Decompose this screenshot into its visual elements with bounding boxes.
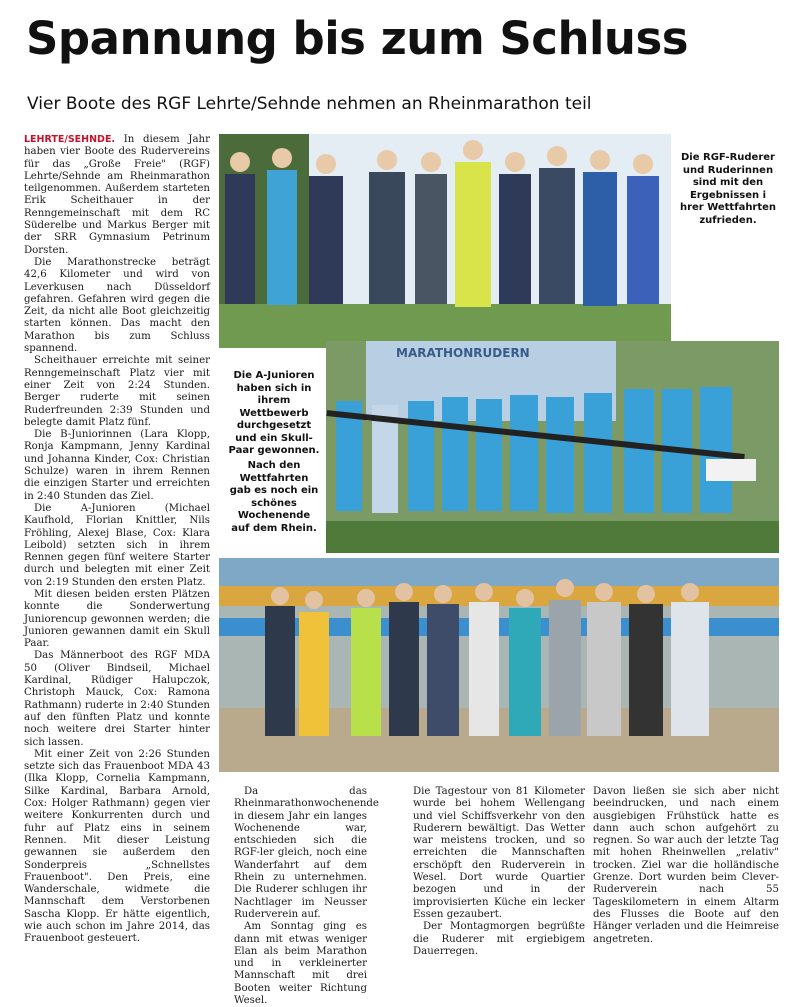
caption-photo-2-a: Die A-Junioren haben sich in ihrem Wettbewerb durchgesetzt und ein Skull-Paar gewonnen.: [228, 370, 320, 456]
photo-a-juniors-image: [326, 341, 779, 553]
paragraph-2: Der Montagmorgen begrüßte die Ruderer mit ergiebigem Dauerregen.: [413, 921, 585, 957]
headline: Spannung bis zum Schluss: [26, 12, 689, 65]
photo-group-boats: [219, 558, 779, 772]
paragraph-1: [24, 134, 210, 257]
article-column-3: [413, 786, 585, 957]
photo-a-juniors: [326, 341, 779, 553]
paragraph-text: In diesem Jahr haben vier Boote des Rudervereins für das „Große Freie" (RGF) Lehrte/Sehnde am Rheinmarathon teilgenommen. Außerdem starteten Erik Scheithauer in der Renngemeinschaft mit dem RC Süderelbe und Markus Berger mit der SRR Gymnasium Petrinum Dorsten.: [24, 134, 210, 256]
paragraph-3: Scheithauer erreichte mit seiner Renngemeinschaft Platz vier mit einer Zeit von 2:24 Stunden. Berger ruderte mit seinen Ruderfreunden 2:39 Stunden und belegte damit Platz fünf.: [24, 355, 210, 428]
paragraph-8: Mit einer Zeit von 2:26 Stunden setzte sich das Frauenboot MDA 43 (Ilka Klopp, Cornelia Kampmann, Silke Kardinal, Barbara Arnold, Cox: Holger Rathmann) gegen vier weitere Konkurrenten durch und fuhr auf Platz eins in seinem Rennen. Mit dieser Leistung gewannen sie außerdem den Sonderpreis „Schnellstes Frauenboot". Den Preis, eine Wanderschale, widmete die Mannschaft dem Verstorbenen Sascha Klopp. Er hätte eigentlich, wie auch schon im Jahre 2014, das Frauenboot gesteuert.: [24, 748, 210, 945]
article-column-4: [593, 786, 779, 951]
paragraph-1: Die Tagestour von 81 Kilometer wurde bei hohem Wellengang und viel Schiffsverkehr von den Ruderern bewältigt. Das Wetter war meistens trocken, und so erreichten die Mannschaften erschöpft den Ruderverein in Wesel. Dort wurde Quartier bezogen und in der improvisierten Küche ein lecker Essen gezaubert.: [413, 786, 585, 920]
article-column-1: [24, 134, 210, 946]
paragraph-1: Da das Rheinmarathonwochenende in diesem Jahr ein langes Wochenende war, entschieden sich die RGF-ler gleich, noch eine Wanderfahrt auf dem Rhein zu unternehmen. Die Ruderer schlugen ihr Nachtlager im Neusser Ruderverein auf.: [234, 786, 379, 920]
paragraph-5: Die A-Junioren (Michael Kaufhold, Florian Knittler, Nils Fröhling, Alexej Blase, Cox: Klara Leibold) setzten sich in ihrem Rennen gegen fünf weitere Starter durch und belegten mit einer Zeit von 2:19 Stunden den ersten Platz.: [24, 502, 210, 588]
caption-photo-1: Die RGF-Ruderer und Ruderinnen sind mit den Ergebnissen i hrer Wettfahrten zufrieden.: [679, 152, 777, 226]
paragraph-4: Die B-Juniorinnen (Lara Klopp, Ronja Kampmann, Jenny Kardinal und Johanna Kinder, Cox: Christian Schulze) waren in ihrem Rennen die einzigen Starter und erreichten in 2:40 Stunden das Ziel.: [24, 429, 210, 502]
photo-group-medals: [219, 134, 671, 348]
dateline: LEHRTE/SEHNDE.: [24, 134, 116, 145]
paragraph-1: Davon ließen sie sich aber nicht beeindrucken, und nach einem ausgiebigen Frühstück hatte es dann auch schon aufgehört zu regnen. So war auch der letzte Tag mit hohen Rheinwellen „relativ" trocken. Ziel war die holländische Grenze. Dort wurden beim Clever-Ruderverein nach 55 Tageskilometern in einem Altarm des Flusses die Boote auf den Hänger verladen und die Heimreise angetreten.: [593, 786, 779, 945]
paragraph-6: Mit diesen beiden ersten Plätzen konnte die Sonderwertung Juniorencup gewonnen werden; die Junioren gewannen damit ein Skull Paar.: [24, 588, 210, 650]
subheadline: Vier Boote des RGF Lehrte/Sehnde nehmen an Rheinmarathon teil: [27, 94, 592, 114]
photo-group-boats-image: [219, 558, 779, 772]
paragraph-2: Die Marathonstrecke beträgt 42,6 Kilometer und wird von Leverkusen nach Düsseldorf gefahren. Gefahren wird gegen die Zeit, da nicht alle Boot gleichzeitig starten können. Das macht den Marathon bis zum Schluss spannend.: [24, 256, 210, 355]
paragraph-2: Am Sonntag ging es dann mit etwas weniger Elan als beim Marathon und in verkleinerter Mannschaft mit drei Booten weiter Richtung Wesel.: [234, 921, 367, 1007]
caption-photo-2-b: Nach den Wettfahrten gab es noch ein schönes Wochenende auf dem Rhein.: [229, 460, 319, 534]
article-column-2: [234, 786, 379, 1007]
photo-group-medals-image: [219, 134, 671, 348]
paragraph-7: Das Männerboot des RGF MDA 50 (Oliver Bindseil, Michael Kardinal, Rüdiger Halupczok, Christoph Mauck, Cox: Ramona Rathmann) ruderte in 2:40 Stunden auf den fünften Platz und konnte noch weitere drei Starter hinter sich lassen.: [24, 650, 210, 748]
banner-text: MARATHONRUDERN: [396, 346, 530, 360]
